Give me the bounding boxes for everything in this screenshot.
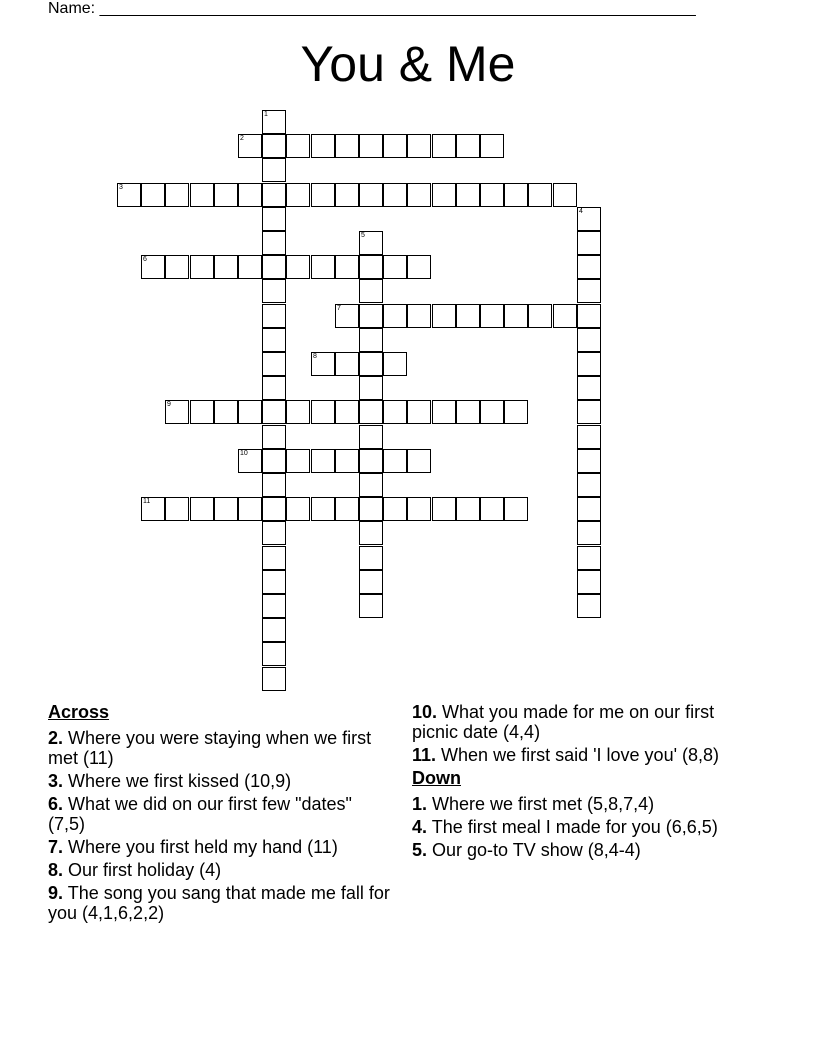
grid-cell[interactable] <box>432 183 456 207</box>
clue-number: 7 <box>337 305 341 312</box>
grid-cell[interactable] <box>335 304 359 328</box>
clue-number: 2 <box>240 135 244 142</box>
grid-cell[interactable] <box>504 183 528 207</box>
clue-across-8: 8. Our first holiday (4) <box>48 860 222 880</box>
grid-cell[interactable] <box>262 449 286 473</box>
clue-number: 11 <box>143 498 151 505</box>
grid-cell[interactable] <box>456 183 480 207</box>
grid-cell[interactable] <box>577 425 601 449</box>
grid-cell[interactable] <box>238 255 262 279</box>
clue-down-5: 5. Our go-to TV show (8,4-4) <box>412 840 641 860</box>
grid-cell[interactable] <box>286 183 310 207</box>
grid-cell[interactable] <box>432 400 456 424</box>
grid-cell[interactable] <box>407 255 431 279</box>
grid-cell[interactable] <box>359 473 383 497</box>
grid-cell[interactable] <box>311 449 335 473</box>
grid-cell[interactable] <box>335 497 359 521</box>
grid-cell[interactable] <box>359 521 383 545</box>
grid-cell[interactable] <box>311 497 335 521</box>
grid-cell[interactable] <box>262 183 286 207</box>
grid-cell[interactable] <box>456 134 480 158</box>
grid-cell[interactable] <box>238 497 262 521</box>
grid-cell[interactable] <box>480 400 504 424</box>
grid-cell[interactable] <box>432 304 456 328</box>
grid-cell[interactable] <box>165 497 189 521</box>
grid-cell[interactable] <box>262 425 286 449</box>
grid-cell[interactable] <box>577 400 601 424</box>
grid-cell[interactable] <box>165 183 189 207</box>
grid-cell[interactable] <box>577 497 601 521</box>
grid-cell[interactable] <box>190 255 214 279</box>
grid-cell[interactable] <box>359 183 383 207</box>
grid-cell[interactable] <box>456 304 480 328</box>
grid-cell[interactable] <box>262 594 286 618</box>
grid-cell[interactable] <box>335 352 359 376</box>
grid-cell[interactable] <box>311 255 335 279</box>
grid-cell[interactable] <box>165 255 189 279</box>
grid-cell[interactable] <box>165 400 189 424</box>
grid-cell[interactable] <box>238 183 262 207</box>
grid-cell[interactable] <box>190 497 214 521</box>
grid-cell[interactable] <box>577 255 601 279</box>
clue-number: 8 <box>313 353 317 360</box>
grid-cell[interactable] <box>577 304 601 328</box>
grid-cell[interactable] <box>286 449 310 473</box>
clue-down-4: 4. The first meal I made for you (6,6,5) <box>412 817 718 837</box>
grid-cell[interactable] <box>359 376 383 400</box>
grid-cell[interactable] <box>480 304 504 328</box>
grid-cell[interactable] <box>262 279 286 303</box>
grid-cell[interactable] <box>480 183 504 207</box>
grid-cell[interactable] <box>383 449 407 473</box>
grid-cell[interactable] <box>286 134 310 158</box>
grid-cell[interactable] <box>383 400 407 424</box>
grid-cell[interactable] <box>577 473 601 497</box>
grid-cell[interactable] <box>383 255 407 279</box>
grid-cell[interactable] <box>407 304 431 328</box>
grid-cell[interactable] <box>262 618 286 642</box>
grid-cell[interactable] <box>577 449 601 473</box>
grid-cell[interactable] <box>383 352 407 376</box>
grid-cell[interactable] <box>286 497 310 521</box>
grid-cell[interactable] <box>262 328 286 352</box>
grid-cell[interactable] <box>432 134 456 158</box>
grid-cell[interactable] <box>407 497 431 521</box>
grid-cell[interactable] <box>383 304 407 328</box>
grid-cell[interactable] <box>359 570 383 594</box>
clue-number: 9 <box>167 401 171 408</box>
grid-cell[interactable] <box>456 497 480 521</box>
grid-cell[interactable] <box>262 255 286 279</box>
puzzle-title: You & Me <box>300 36 516 92</box>
grid-cell[interactable] <box>407 400 431 424</box>
grid-cell[interactable] <box>214 400 238 424</box>
grid-cell[interactable] <box>262 134 286 158</box>
grid-cell[interactable] <box>286 400 310 424</box>
grid-cell[interactable] <box>335 134 359 158</box>
grid-cell[interactable] <box>311 400 335 424</box>
grid-cell[interactable] <box>262 667 286 691</box>
grid-cell[interactable] <box>335 400 359 424</box>
grid-cell[interactable] <box>141 255 165 279</box>
grid-cell[interactable] <box>117 183 141 207</box>
grid-cell[interactable] <box>577 521 601 545</box>
name-field-label[interactable]: Name: ___________________________________________________________________ <box>48 0 696 17</box>
grid-cell[interactable] <box>262 304 286 328</box>
grid-cell[interactable] <box>311 352 335 376</box>
grid-cell[interactable] <box>286 255 310 279</box>
grid-cell[interactable] <box>480 497 504 521</box>
grid-cell[interactable] <box>359 594 383 618</box>
grid-cell[interactable] <box>141 183 165 207</box>
clue-across-3: 3. Where we first kissed (10,9) <box>48 771 292 791</box>
grid-cell[interactable] <box>577 546 601 570</box>
grid-cell[interactable] <box>577 352 601 376</box>
clues-column-left <box>48 702 393 926</box>
grid-cell[interactable] <box>359 279 383 303</box>
clues-column-right <box>412 702 742 863</box>
grid-cell[interactable] <box>335 255 359 279</box>
grid-cell[interactable] <box>383 497 407 521</box>
grid-cell[interactable] <box>407 449 431 473</box>
grid-cell[interactable] <box>383 183 407 207</box>
clue-across-10: 10. What you made for me on our first picnic date (4,4) <box>412 702 715 742</box>
grid-cell[interactable] <box>359 400 383 424</box>
grid-cell[interactable] <box>359 134 383 158</box>
grid-cell[interactable] <box>407 183 431 207</box>
grid-cell[interactable] <box>504 304 528 328</box>
grid-cell[interactable] <box>577 328 601 352</box>
grid-cell[interactable] <box>262 207 286 231</box>
clue-across-2: 2. Where you were staying when we first met (11) <box>48 728 372 768</box>
grid-cell[interactable] <box>262 570 286 594</box>
grid-cell[interactable] <box>262 110 286 134</box>
clue-down-1: 1. Where we first met (5,8,7,4) <box>412 794 655 814</box>
grid-cell[interactable] <box>432 497 456 521</box>
grid-cell[interactable] <box>359 546 383 570</box>
clue-number: 1 <box>264 111 268 118</box>
grid-cell[interactable] <box>480 134 504 158</box>
grid-cell[interactable] <box>456 400 480 424</box>
down-heading: Down <box>412 768 461 788</box>
grid-cell[interactable] <box>577 594 601 618</box>
clue-number: 6 <box>143 256 147 263</box>
grid-cell[interactable] <box>577 376 601 400</box>
grid-cell[interactable] <box>262 158 286 182</box>
grid-cell[interactable] <box>262 546 286 570</box>
grid-cell[interactable] <box>311 134 335 158</box>
grid-cell[interactable] <box>335 183 359 207</box>
clue-number: 4 <box>579 208 583 215</box>
grid-cell[interactable] <box>528 304 552 328</box>
grid-cell[interactable] <box>577 231 601 255</box>
grid-cell[interactable] <box>553 183 577 207</box>
grid-cell[interactable] <box>262 376 286 400</box>
grid-cell[interactable] <box>238 134 262 158</box>
grid-cell[interactable] <box>190 400 214 424</box>
grid-cell[interactable] <box>528 183 552 207</box>
grid-cell[interactable] <box>577 570 601 594</box>
grid-cell[interactable] <box>359 497 383 521</box>
across-heading: Across <box>48 702 110 722</box>
grid-cell[interactable] <box>262 400 286 424</box>
grid-cell[interactable] <box>504 400 528 424</box>
grid-cell[interactable] <box>262 473 286 497</box>
grid-cell[interactable] <box>262 231 286 255</box>
grid-cell[interactable] <box>214 497 238 521</box>
grid-cell[interactable] <box>359 352 383 376</box>
clue-across-7: 7. Where you first held my hand (11) <box>48 837 338 857</box>
grid-cell[interactable] <box>407 134 431 158</box>
grid-cell[interactable] <box>262 521 286 545</box>
grid-cell[interactable] <box>553 304 577 328</box>
grid-cell[interactable] <box>359 328 383 352</box>
grid-cell[interactable] <box>577 207 601 231</box>
clue-across-11: 11. When we first said 'I love you' (8,8) <box>412 745 720 765</box>
grid-cell[interactable] <box>359 231 383 255</box>
grid-cell[interactable] <box>335 449 359 473</box>
grid-cell[interactable] <box>214 183 238 207</box>
grid-cell[interactable] <box>383 134 407 158</box>
clue-across-9: 9. The song you sang that made me fall for you (4,1,6,2,2) <box>48 883 390 923</box>
grid-cell[interactable] <box>214 255 238 279</box>
clue-number: 3 <box>119 184 123 191</box>
grid-cell[interactable] <box>141 497 165 521</box>
grid-cell[interactable] <box>504 497 528 521</box>
grid-cell[interactable] <box>238 449 262 473</box>
grid-cell[interactable] <box>311 183 335 207</box>
grid-cell[interactable] <box>190 183 214 207</box>
grid-cell[interactable] <box>262 352 286 376</box>
grid-cell[interactable] <box>238 400 262 424</box>
grid-cell[interactable] <box>262 642 286 666</box>
grid-cell[interactable] <box>577 279 601 303</box>
clue-number: 5 <box>361 232 365 239</box>
clue-across-6: 6. What we did on our first few "dates" (7,5) <box>48 794 352 834</box>
grid-cell[interactable] <box>262 497 286 521</box>
grid-cell[interactable] <box>359 449 383 473</box>
clue-number: 10 <box>240 450 248 457</box>
grid-cell[interactable] <box>359 255 383 279</box>
grid-cell[interactable] <box>359 425 383 449</box>
grid-cell[interactable] <box>359 304 383 328</box>
